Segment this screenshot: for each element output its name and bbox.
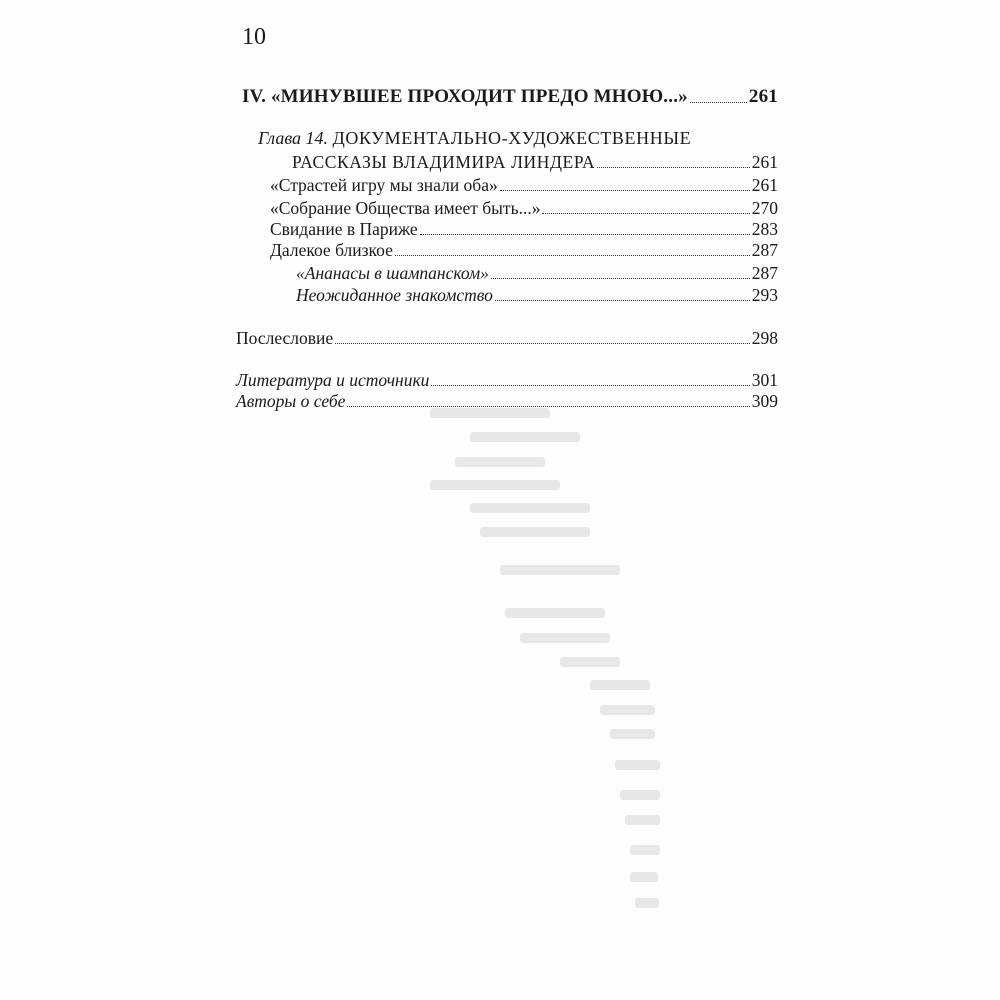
entry-title: Далекое близкое [270,240,393,260]
chapter-heading [258,128,691,149]
chapter-page: 261 [751,152,778,172]
toc-backmatter-entry [236,370,778,390]
toc-chapter-entry [292,152,778,172]
toc-entry [270,175,778,195]
dot-leader [395,255,750,256]
dot-leader [335,343,750,344]
dot-leader [347,406,749,407]
entry-title: Неожиданное знакомство [296,285,493,305]
entry-title: «Страстей игру мы знали оба» [270,175,498,195]
dot-leader [542,213,749,214]
toc-entry [270,198,778,218]
dot-leader [420,234,750,235]
dot-leader [690,102,747,103]
chapter-title-line1: ДОКУМЕНТАЛЬНО-ХУДОЖЕСТВЕННЫЕ [332,128,692,148]
entry-title: Литература и источники [236,370,430,390]
toc-entry [270,219,778,239]
part-title: IV. «МИНУВШЕЕ ПРОХОДИТ ПРЕДО МНОЮ...» [242,86,688,107]
entry-page: 287 [751,240,778,260]
toc-part-entry [242,87,778,107]
entry-page: 283 [751,219,778,239]
dot-leader [597,167,750,168]
toc-backmatter-entry [236,328,778,348]
dot-leader [491,278,750,279]
page-number: 10 [242,24,266,50]
entry-page: 293 [751,285,778,305]
entry-title: Авторы о себе [236,391,346,411]
dot-leader [500,190,750,191]
toc-entry [270,240,778,260]
toc-backmatter-entry [236,391,778,411]
entry-title: Свидание в Париже [270,219,418,239]
chapter-prefix: Глава 14. [258,128,329,148]
entry-page: 309 [751,391,778,411]
entry-page: 287 [751,263,778,283]
entry-title: «Собрание Общества имеет быть...» [270,198,541,218]
entry-page: 298 [751,328,778,348]
dot-leader [431,385,749,386]
entry-title: Послесловие [236,328,334,348]
dot-leader [495,300,750,301]
entry-title: «Ананасы в шампанском» [296,263,489,283]
entry-page: 270 [751,198,778,218]
entry-page: 301 [751,370,778,390]
entry-page: 261 [751,175,778,195]
toc-subentry [296,285,778,305]
part-page: 261 [748,86,778,107]
chapter-title-line2: РАССКАЗЫ ВЛАДИМИРА ЛИНДЕРА [292,152,596,172]
toc-subentry [296,263,778,283]
